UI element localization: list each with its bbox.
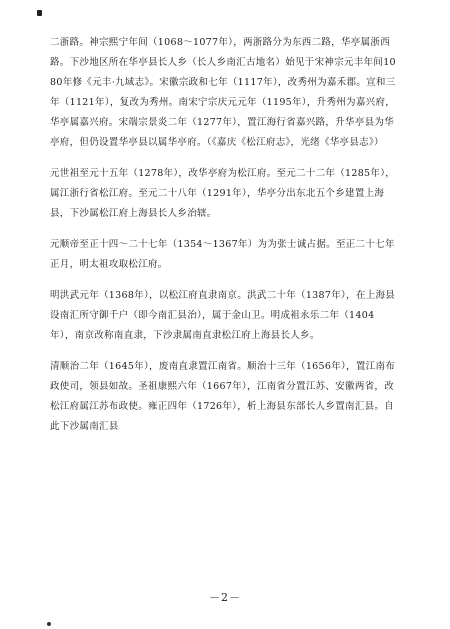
paragraph-ming-dynasty: 明洪武元年（1368年），以松江府直隶南京。洪武二十年（1387年），在上海县设南汇所守御千户（即今南汇县治），属于金山卫。明成祖永乐二年（1404年），南京改称南直隶，下沙隶属南直隶松江府上海县长人乡。: [50, 290, 396, 341]
paragraph-yuan-shundi: 元顺帝至正十四～二十七年（1354～1367年）为为张士诚占据。至正二十七年正月，明太祖攻取松江府。: [50, 239, 395, 270]
paragraph-qing-dynasty: 清顺治二年（1645年），废南直隶置江南省。顺治十三年（1656年），置江南布政使司，领县如故。圣祖康熙六年（1667年），江南省分置江苏、安徽两省，改松江府属江苏布政使。雍正四年（1726年），析上海县东部长人乡置南汇县。自此下沙属南汇县: [50, 361, 396, 432]
paragraph-song-dynasty: 二浙路。神宗熙宁年间（1068～1077年），两浙路分为东西二路，华亭属浙西路。下沙地区所在华亭县长人乡（长人乡南汇古地名）始见于宋神宗元丰年间1080年修《元丰·九域志》。宋徽宗政和七年（1117年），改秀州为嘉禾郡。宣和三年（1121年），复改为秀州。南宋宁宗庆元元年（1195年），升秀州为嘉兴府，华亭属嘉兴府。宋端宗景炎二年（1277年），置江海行省嘉兴路，升华亭县为华亭府，但仍设置华亭县以属华亭府。（《嘉庆《松江府志》，光绪《华亭县志》）: [50, 37, 396, 148]
scan-dot: [47, 622, 51, 626]
document-body: [50, 33, 396, 448]
paragraph-yuan-dynasty: 元世祖至元十五年（1278年），改华亭府为松江府。至元二十二年（1285年），属江浙行省松江府。至元二十八年（1291年），华亭分出东北五个乡建置上海县，下沙属松江府上海县长人乡治辖。: [50, 168, 396, 219]
scan-mark: [37, 10, 42, 16]
page-number: －2－: [209, 591, 241, 604]
